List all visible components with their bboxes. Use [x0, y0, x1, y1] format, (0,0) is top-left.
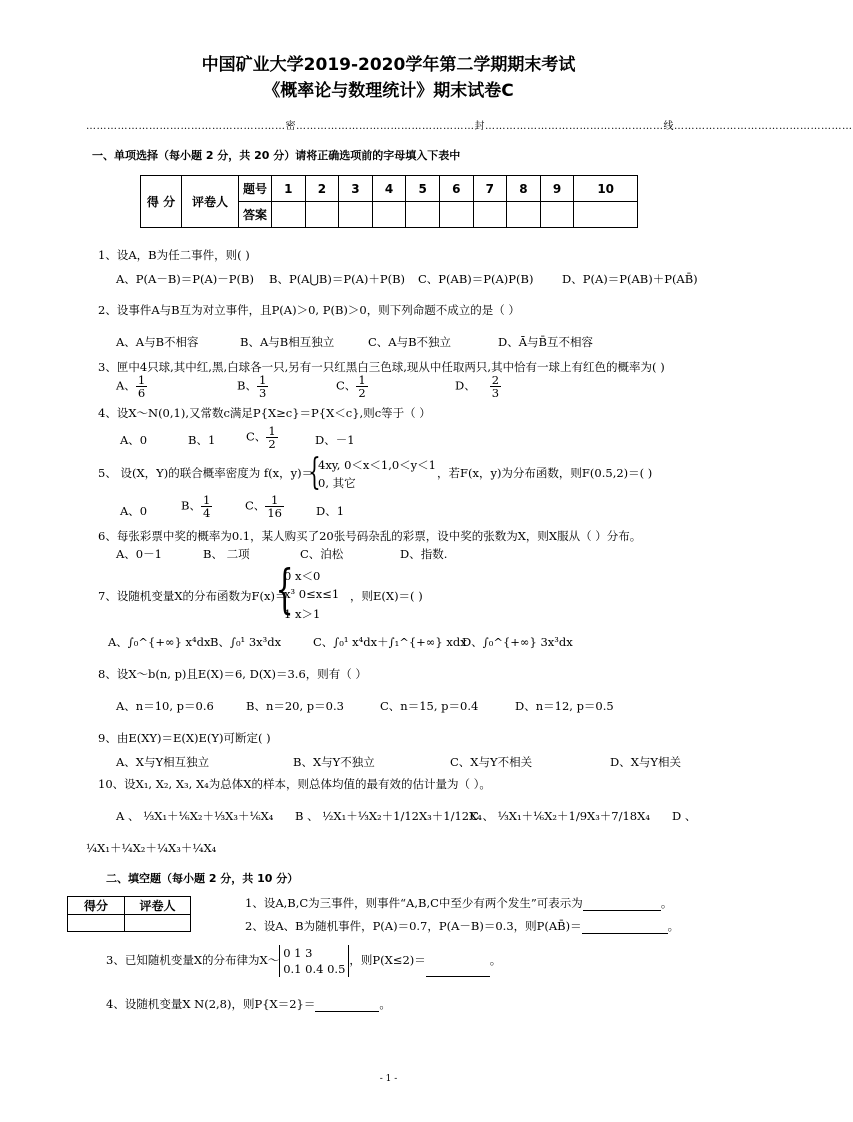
answer-table: [140, 175, 638, 228]
q2-stem: 2、设事件A与B互为对立事件，且P(A)＞0, P(B)＞0，则下列命题不成立的是（ ）: [98, 303, 520, 317]
q10-option-c: C 、 ⅓X₁＋⅙X₂＋1/9X₃＋7/18X₄: [470, 809, 650, 823]
fill-2: [245, 918, 679, 934]
q1-option-d: D、P(A)＝P(AB)＋P(AB̄): [562, 272, 698, 286]
q3-stem: 3、匣中4只球,其中红,黑,白球各一只,另有一只红黑白三色球,现从中任取两只,其中恰有一球上有红色的概率为( ): [98, 360, 665, 374]
answer-cell[interactable]: [473, 202, 507, 228]
q4-c-label: C、: [246, 429, 267, 444]
fill-3-text: 3、已知随机变量X的分布律为X～: [106, 953, 280, 967]
q3-a-frac: [136, 374, 147, 399]
answer-cell[interactable]: [372, 202, 406, 228]
q2-option-d: D、Ā与B̄互不相容: [498, 335, 593, 349]
q5-stem-a: 5、 设(X，Y)的联合概率密度为 f(x，y)＝: [98, 466, 314, 480]
q4-stem: 4、设X～N(0,1),又常数c满足P{X≥c}＝P{X＜c},则c等于（ ）: [98, 406, 431, 420]
answer-cell[interactable]: [272, 202, 306, 228]
paper-title: 《概率论与数理统计》期末试卷C: [263, 81, 514, 101]
qno-cell: 6: [439, 176, 473, 202]
q4-c-frac: [266, 425, 277, 450]
fill-3-row1: 0 1 3: [283, 946, 313, 960]
q7-option-d: D、∫₀^{+∞} 3x³dx: [462, 635, 573, 649]
q5-option-a: A、0: [120, 504, 148, 518]
qno-cell: 1: [272, 176, 306, 202]
q6-option-b: B、 二项: [203, 547, 250, 561]
q7-case3: 1 x＞1: [284, 607, 321, 621]
qno-cell: 2: [305, 176, 339, 202]
seal-right: ……………………………………………线……………………………………………: [485, 121, 853, 132]
q9-option-a: A、X与Y相互独立: [116, 755, 210, 769]
answer-cell[interactable]: [305, 202, 339, 228]
q7-case2: x³ 0≤x≤1: [284, 587, 340, 601]
q3-d-frac: [490, 374, 501, 399]
q6-stem: 6、每张彩票中奖的概率为0.1，某人购买了20张号码杂乱的彩票，设中奖的张数为X，则X服从（ ）分布。: [98, 529, 642, 543]
q7-stem-a: 7、设随机变量X的分布函数为F(x)＝: [98, 589, 287, 603]
q3-d-num: 2: [491, 373, 500, 387]
fill-4-text: 4、设随机变量X N(2,8)，则P{X＝2}＝: [106, 997, 316, 1011]
q3-d-label: D、: [455, 378, 476, 393]
s2-grader-label: 评卷人: [125, 897, 191, 915]
q9-option-c: C、X与Y不相关: [450, 755, 533, 769]
q3-a-num: 1: [137, 373, 146, 387]
q9-option-b: B、X与Y不独立: [293, 755, 375, 769]
q3-c-num: 1: [358, 373, 366, 387]
q9-stem: 9、由E(XY)＝E(X)E(Y)可断定( ): [98, 731, 271, 745]
q5-option-b: [181, 494, 212, 519]
q4-option-b: B、1: [188, 433, 216, 447]
q5-c-label: C、: [245, 498, 266, 513]
q5-brace: {: [308, 452, 321, 493]
fill-3: [106, 945, 501, 977]
q4-option-c: [246, 425, 278, 450]
answer-cell[interactable]: [406, 202, 440, 228]
q10-option-b: B 、 ½X₁＋⅓X₂＋1/12X₃＋1/12X₄: [295, 809, 482, 823]
fill-3-text-b: ，则P(X≤2)＝: [349, 953, 426, 967]
s2-score-cell[interactable]: [68, 915, 125, 932]
q3-option-b: [237, 374, 268, 399]
qno-cell: 5: [406, 176, 440, 202]
q5-b-den: 4: [202, 506, 211, 521]
q2-option-b: B、A与B相互独立: [240, 335, 335, 349]
s2-score-label: 得分: [68, 897, 125, 915]
q3-b-num: 1: [258, 373, 267, 387]
seal-left: …………………………………………………密: [86, 121, 296, 132]
answer-cell[interactable]: [339, 202, 373, 228]
q3-b-label: B、: [237, 378, 257, 393]
fill-3-matrix: [279, 945, 349, 977]
fill-1-text: 1、设A,B,C为三事件，则事件“A,B,C中至少有两个发生”可表示为: [245, 896, 583, 910]
q5-case2: 0, 其它: [318, 476, 356, 490]
fill-2-blank[interactable]: [582, 921, 668, 934]
q3-b-frac: [257, 374, 268, 399]
q7-stem-b: ，则E(X)＝( ): [350, 589, 423, 603]
q5-option-c: [245, 494, 284, 519]
answer-cell[interactable]: [574, 202, 638, 228]
answer-cell[interactable]: [540, 202, 574, 228]
q4-option-d: D、－1: [315, 433, 355, 447]
qno-cell: 10: [574, 176, 638, 202]
qno-cell: 9: [540, 176, 574, 202]
q8-option-d: D、n＝12, p＝0.5: [515, 699, 614, 713]
qno-label: 题号: [239, 176, 272, 202]
fill-3-period: 。: [489, 953, 502, 967]
q4-c-num: 1: [268, 424, 276, 438]
q10-option-a: A 、 ⅓X₁＋⅙X₂＋⅓X₃＋⅙X₄: [116, 809, 274, 823]
q5-b-num: 1: [202, 493, 211, 507]
q5-case1: 4xy, 0＜x＜1,0＜y＜1: [318, 458, 436, 472]
q8-option-c: C、n＝15, p＝0.4: [380, 699, 479, 713]
q2-option-c: C、A与B不独立: [368, 335, 452, 349]
q3-option-a: [116, 374, 147, 399]
answer-cell[interactable]: [507, 202, 541, 228]
q4-c-den: 2: [268, 437, 276, 452]
fill-2-period: 。: [667, 919, 680, 933]
q3-c-den: 2: [358, 386, 366, 401]
q7-brace: {: [275, 560, 294, 620]
score-label: 得 分: [141, 176, 182, 228]
seal-mid: ……………………………………………封: [296, 121, 485, 132]
section1-heading: 一、单项选择（每小题 2 分，共 20 分）请将正确选项前的字母填入下表中: [92, 149, 461, 162]
q3-c-label: C、: [336, 378, 357, 393]
q5-b-label: B、: [181, 498, 201, 513]
q6-option-a: A、0－1: [116, 547, 162, 561]
q10-option-d-expr: ¼X₁＋¼X₂＋¼X₃＋¼X₄: [86, 841, 217, 855]
fill-4: [106, 996, 391, 1012]
section2-score-table: [67, 896, 191, 932]
q1-option-b: B、P(A⋃B)＝P(A)＋P(B): [269, 272, 406, 286]
q8-stem: 8、设X～b(n, p)且E(X)＝6, D(X)＝3.6，则有（ ）: [98, 667, 367, 681]
page-number: - 1 -: [379, 1074, 398, 1084]
exam-title: 中国矿业大学2019-2020学年第二学期期末考试: [201, 55, 576, 75]
q5-option-d: D、1: [316, 504, 345, 518]
q5-c-den: 16: [267, 506, 282, 521]
q7-option-c: C、∫₀¹ x⁴dx＋∫₁^{+∞} xdx: [313, 635, 467, 649]
s2-grader-cell[interactable]: [125, 915, 191, 932]
q5-c-frac: [265, 494, 284, 519]
answer-cell[interactable]: [439, 202, 473, 228]
q4-option-a: A、0: [120, 433, 148, 447]
qno-cell: 7: [473, 176, 507, 202]
grader-label: 评卷人: [182, 176, 239, 228]
q7-option-a: A、∫₀^{+∞} x⁴dx: [108, 635, 211, 649]
q3-a-label: A、: [116, 378, 136, 393]
q6-option-d: D、指数.: [400, 547, 448, 561]
q1-option-c: C、P(AB)＝P(A)P(B): [418, 272, 534, 286]
qno-cell: 3: [339, 176, 373, 202]
q2-option-a: A、A与B不相容: [116, 335, 199, 349]
q8-option-b: B、n＝20, p＝0.3: [246, 699, 344, 713]
q9-option-d: D、X与Y相关: [610, 755, 681, 769]
qno-cell: 8: [507, 176, 541, 202]
ans-label: 答案: [239, 202, 272, 228]
fill-4-blank[interactable]: [315, 999, 379, 1012]
qno-cell: 4: [372, 176, 406, 202]
q1-stem: 1、设A，B为任二事件，则( ): [98, 248, 250, 262]
q8-option-a: A、n＝10, p＝0.6: [116, 699, 214, 713]
fill-1-blank[interactable]: [583, 898, 661, 911]
fill-1: [245, 895, 672, 911]
q10-stem: 10、设X₁, X₂, X₃, X₄为总体X的样本，则总体均值的最有效的估计量为（ ）。: [98, 777, 491, 791]
fill-2-text: 2、设A、B为随机事件，P(A)＝0.7，P(A－B)＝0.3，则P(AB̄)＝: [245, 919, 582, 933]
q5-stem-b: ，若F(x，y)为分布函数，则F(0.5,2)＝( ): [437, 466, 653, 480]
q3-a-den: 6: [137, 386, 146, 401]
q3-d-den: 3: [491, 386, 500, 401]
q5-c-num: 1: [265, 494, 284, 507]
seal-line: [86, 117, 853, 132]
q3-option-d: [455, 374, 501, 399]
q10-option-d: D 、: [672, 809, 697, 823]
q1-option-a: A、P(A－B)＝P(A)－P(B): [116, 272, 254, 286]
fill-3-row2: 0.1 0.4 0.5: [283, 962, 346, 976]
q6-option-c: C、泊松: [300, 547, 344, 561]
q3-c-frac: [356, 374, 367, 399]
q3-option-c: [336, 374, 368, 399]
q5-b-frac: [201, 494, 212, 519]
fill-1-period: 。: [660, 896, 673, 910]
fill-4-period: 。: [379, 997, 391, 1011]
q7-option-b: B、∫₀¹ 3x³dx: [210, 635, 282, 649]
q7-case1: 0 x＜0: [284, 569, 321, 583]
q3-b-den: 3: [258, 386, 267, 401]
fill-3-blank[interactable]: [426, 964, 490, 977]
section2-heading: 二、填空题（每小题 2 分，共 10 分）: [106, 872, 299, 885]
